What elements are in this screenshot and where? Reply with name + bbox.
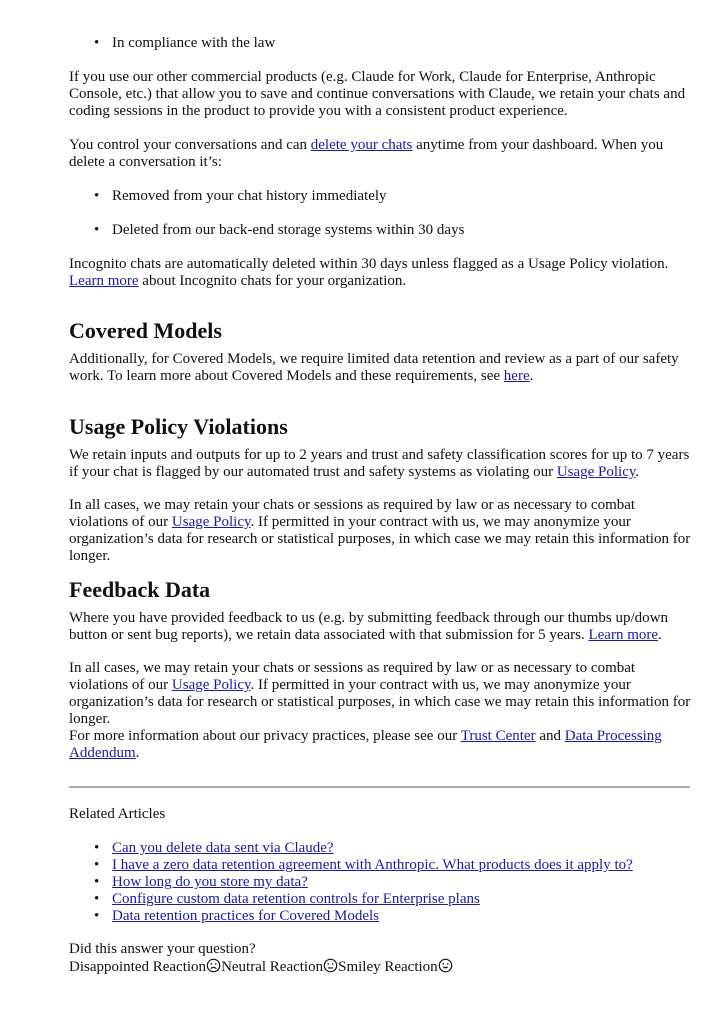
usage-policy-paragraph-2: In all cases, we may retain your chats or sessions as required by law or as necessary to combat violations of our Usage Policy. If permitted in your contract with us, we may anonymize your organization’s data for research or statistical purposes, in which case we may retain this information for longer.: [69, 497, 691, 564]
disappointed-reaction-button[interactable]: Disappointed Reaction: [69, 959, 221, 975]
delete-bullet-history: Removed from your chat history immediately: [112, 188, 387, 204]
bullet-dot: •: [94, 35, 100, 51]
feedback-paragraph-2: In all cases, we may retain your chats or sessions as required by law or as necessary to combat violations of our Usage Policy. If permitted in your contract with us, we may anonymize your organization’s data for research or statistical purposes, in which case we may retain this information for longer.: [69, 660, 691, 727]
neutral-reaction-button[interactable]: Neutral Reaction: [221, 959, 338, 975]
smiley-face-icon: [438, 958, 453, 973]
section-divider: [69, 786, 690, 788]
related-article-link[interactable]: Data retention practices for Covered Models: [112, 908, 379, 924]
incognito-learn-more-link[interactable]: Learn more: [69, 273, 139, 289]
covered-models-heading: Covered Models: [69, 318, 222, 343]
privacy-info-paragraph: For more information about our privacy practices, please see our Trust Center and Data Processing Addendum.: [69, 728, 662, 761]
related-article-item: • Configure custom data retention controls for Enterprise plans: [94, 891, 480, 907]
usage-policy-link[interactable]: Usage Policy: [171, 514, 251, 530]
disappointed-face-icon: [206, 958, 221, 973]
bullet-dot: •: [94, 222, 100, 238]
feedback-question: Did this answer your question?: [69, 941, 256, 957]
commercial-products-paragraph: If you use our other commercial products (e.g. Claude for Work, Claude for Enterprise, Anthropic Console, etc.) that allow you to save and continue conversations with Claude, we retain your chats and coding sessions in the product to provide you with a consistent product experience.: [69, 69, 686, 119]
bullet-dot: •: [94, 188, 100, 204]
incognito-paragraph: Incognito chats are automatically deleted within 30 days unless flagged as a Usage Policy violation. Learn more about Incognito chats for your organization.: [69, 256, 669, 289]
covered-models-here-link[interactable]: here: [503, 368, 530, 384]
related-article-item: • Can you delete data sent via Claude?: [94, 840, 334, 856]
neutral-face-icon: [323, 958, 338, 973]
usage-policy-link[interactable]: Usage Policy: [171, 677, 251, 693]
control-conversations-paragraph: You control your conversations and can delete your chats anytime from your dashboard. When you delete a conversation it’s:: [69, 137, 664, 170]
usage-policy-link[interactable]: Usage Policy: [556, 464, 636, 480]
related-article-link[interactable]: Configure custom data retention controls for Enterprise plans: [112, 891, 480, 907]
smiley-reaction-button[interactable]: Smiley Reaction: [338, 959, 453, 975]
compliance-bullet: In compliance with the law: [112, 35, 276, 51]
delete-bullet-storage: Deleted from our back-end storage systems within 30 days: [112, 222, 465, 238]
related-article-item: • How long do you store my data?: [94, 874, 308, 890]
related-article-item: • Data retention practices for Covered Models: [94, 908, 379, 924]
data-processing-addendum-link[interactable]: Data Processing Addendum: [69, 728, 662, 761]
related-article-link[interactable]: I have a zero data retention agreement with Anthropic. What products does it apply to?: [112, 857, 633, 873]
related-article-item: • I have a zero data retention agreement with Anthropic. What products does it apply to?: [94, 857, 633, 873]
related-article-link[interactable]: Can you delete data sent via Claude?: [112, 840, 334, 856]
usage-policy-heading: Usage Policy Violations: [69, 414, 288, 439]
related-article-link[interactable]: How long do you store my data?: [112, 874, 308, 890]
feedback-data-heading: Feedback Data: [69, 577, 211, 602]
trust-center-link[interactable]: Trust Center: [460, 728, 536, 744]
usage-policy-paragraph-1: We retain inputs and outputs for up to 2 years and trust and safety classification scores for up to 7 years if your chat is flagged by our automated trust and safety systems as violating our Usage Policy.: [69, 447, 690, 480]
delete-your-chats-link[interactable]: delete your chats: [310, 137, 413, 153]
covered-models-paragraph: Additionally, for Covered Models, we require limited data retention and review as a part of our safety work. To learn more about Covered Models and these requirements, see here.: [69, 351, 679, 384]
reaction-bar: [69, 958, 694, 976]
feedback-paragraph-1: Where you have provided feedback to us (e.g. by submitting feedback through our thumbs up/down button or sent bug reports), we retain data associated with that submission for 5 years. Learn more.: [69, 610, 669, 643]
related-articles-title: Related Articles: [69, 806, 166, 822]
feedback-learn-more-link[interactable]: Learn more: [588, 627, 659, 643]
